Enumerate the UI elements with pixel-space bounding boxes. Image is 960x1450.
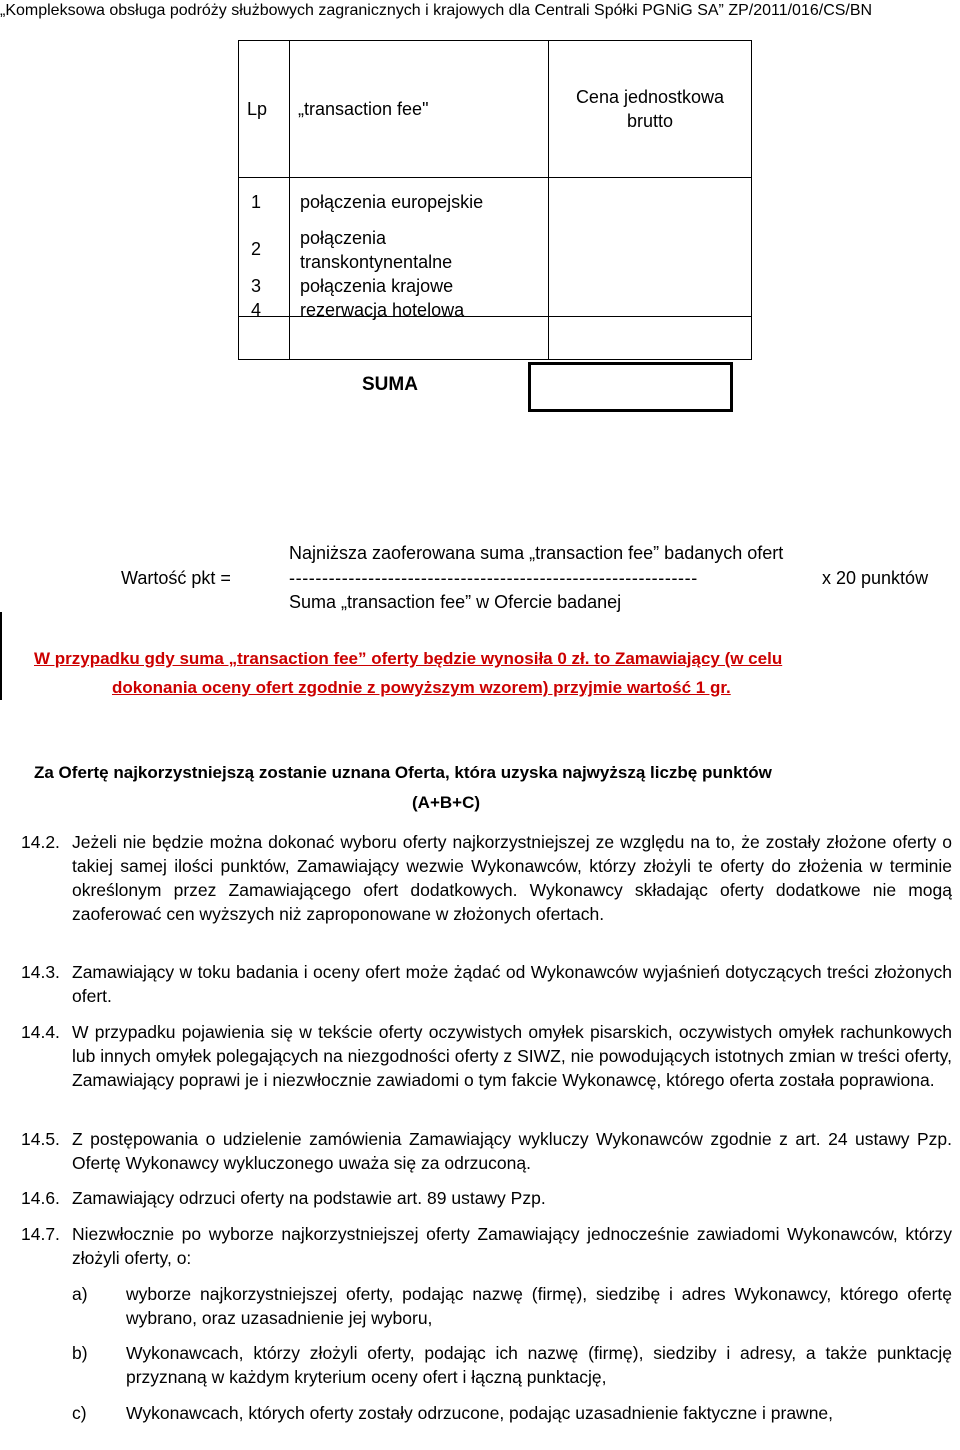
- col-desc-header: „transaction fee": [290, 41, 549, 178]
- section-14-3-number: 14.3.: [21, 962, 60, 982]
- formula-denominator: Suma „transaction fee” w Ofercie badanej: [289, 592, 622, 612]
- col-lp-header: Lp: [239, 41, 290, 178]
- margin-line: [0, 612, 2, 700]
- row-3-lp: 3: [251, 276, 262, 296]
- row-2-lp: 2: [251, 239, 262, 259]
- formula-multiplier: x 20 punktów: [822, 568, 929, 588]
- col-price-line2: brutto: [626, 111, 674, 131]
- section-14-3-text: Zamawiający w toku badania i oceny ofert może żądać od Wykonawców wyjaśnień dotyczących treści złożonych ofert.: [72, 962, 952, 1006]
- best-offer-line2: (A+B+C): [412, 793, 481, 812]
- subitem-a-text: wyborze najkorzystniejszej oferty, podając nazwę (firmę), siedzibę i adres Wykonawcy, którego ofertę wybrano, oraz uzasadnienie jej wyboru,: [126, 1284, 952, 1328]
- section-14-2-number: 14.2.: [21, 832, 60, 852]
- formula-numerator: Najniższa zaoferowana suma „transaction fee” badanych ofert: [289, 543, 784, 563]
- row-3-desc: połączenia krajowe: [300, 276, 454, 296]
- subitem-c-text: Wykonawcach, których oferty zostały odrzucone, podając uzasadnienie faktyczne i prawne,: [126, 1403, 834, 1423]
- section-14-2-text: Jeżeli nie będzie można dokonać wyboru oferty najkorzystniejszej ze względu na to, że zostały złożone oferty o takiej samej ilości punktów, Zamawiający wezwie Wykonawców, którzy złożyli te oferty do złożenia w terminie określonym przez Zamawiającego ofert dodatkowych. Wykonawcy składając oferty dodatkowe nie mogą zaoferować cen wyższych niż zaproponowane w złożonych ofertach.: [72, 832, 952, 924]
- lp-cell: [239, 178, 290, 317]
- col-price-header: [549, 41, 752, 178]
- section-14-5-text: Z postępowania o udzielenie zamówienia Zamawiający wykluczy Wykonawców zgodnie z art. 24 ustawy Pzp. Ofertę Wykonawcy wykluczonego uważa się za odrzuconą.: [72, 1129, 952, 1173]
- price-cell: [549, 178, 752, 317]
- section-14-6-number: 14.6.: [21, 1188, 60, 1208]
- section-14-4-number: 14.4.: [21, 1022, 60, 1042]
- section-14-7-text: Niezwłocznie po wyborze najkorzystniejszej oferty Zamawiający jednocześnie zawiadomi Wykonawców, którzy złożyli oferty, o:: [72, 1224, 952, 1268]
- sum-box: [528, 362, 733, 412]
- document-header: „Kompleksowa obsługa podróży służbowych zagranicznych i krajowych dla Centrali Spółki PGNiG SA” ZP/2011/016/CS/BN: [0, 2, 873, 19]
- blank-desc-cell: [290, 317, 549, 360]
- section-14-6-text: Zamawiający odrzuci oferty na podstawie art. 89 ustawy Pzp.: [72, 1188, 546, 1208]
- zero-fee-note-line2: dokonania oceny ofert zgodnie z powyższym wzorem) przyjmie wartość 1 gr.: [112, 678, 731, 697]
- row-1-lp: 1: [251, 192, 262, 212]
- blank-price-cell: [549, 317, 752, 360]
- fee-table-header: [239, 41, 752, 178]
- subitem-c-label: c): [72, 1403, 87, 1423]
- blank-lp-cell: [239, 317, 290, 360]
- subitem-a-label: a): [72, 1284, 88, 1304]
- formula-lhs: Wartość pkt =: [121, 568, 231, 588]
- row-1-desc: połączenia europejskie: [300, 192, 484, 212]
- best-offer-line1: Za Ofertę najkorzystniejszą zostanie uznana Oferta, która uzyska najwyższą liczbę punktów: [34, 763, 772, 782]
- row-2-desc-line1: połączenia: [300, 228, 387, 248]
- formula-bar: --------------------------------------------------------------: [289, 568, 698, 588]
- sum-label: SUMA: [362, 374, 418, 395]
- zero-fee-note-line1: W przypadku gdy suma „transaction fee” oferty będzie wynosiła 0 zł. to Zamawiający (w celu: [34, 649, 783, 668]
- row-4-lp: 4: [251, 300, 262, 320]
- row-4-desc: rezerwacja hotelowa: [300, 300, 465, 320]
- fee-table-blank-row: [239, 317, 752, 360]
- section-14-5-number: 14.5.: [21, 1129, 60, 1149]
- subitem-b-label: b): [72, 1343, 88, 1363]
- col-price-line1: Cena jednostkowa: [575, 87, 725, 107]
- section-14-4-text: W przypadku pojawienia się w tekście oferty oczywistych omyłek pisarskich, oczywistych omyłek rachunkowych lub innych omyłek polegających na niezgodności oferty z SIWZ, nie powodujących istotnych zmian w treści oferty, Zamawiający poprawi je i niezwłocznie zawiadomi o tym fakcie Wykonawcę, którego oferta została poprawiona.: [72, 1022, 952, 1090]
- section-14-7-number: 14.7.: [21, 1224, 60, 1244]
- row-2-desc-line2: transkontynentalne: [300, 252, 453, 272]
- subitem-b-text: Wykonawcach, którzy złożyli oferty, podając ich nazwę (firmę), siedziby i adresy, a także punktację przyznaną w każdym kryterium oceny ofert i łączną punktację,: [126, 1343, 952, 1387]
